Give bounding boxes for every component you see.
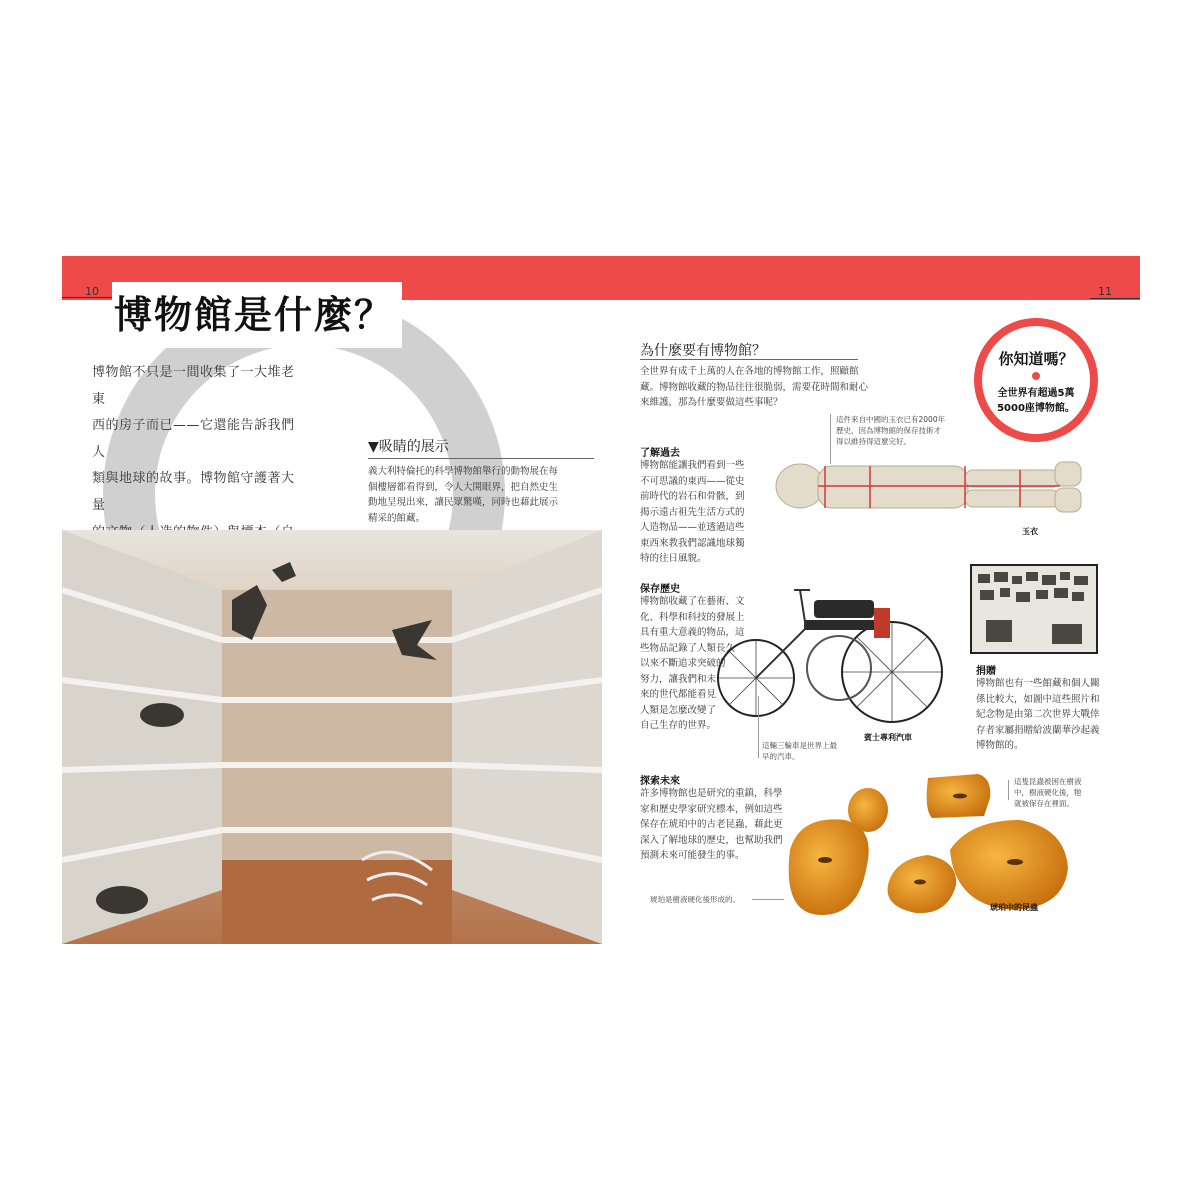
preserve-line: 博物館收藏了在藝術、文 <box>640 596 745 607</box>
benz-caption-line: 早的汽車。 <box>762 752 800 761</box>
title-rule-right <box>1090 298 1140 299</box>
dyk-line: 5000座博物館。 <box>997 403 1075 414</box>
page-title: 博物館是什麼？ <box>112 282 402 348</box>
donation-line: 係比較大，如圖中這些照片和 <box>976 693 1100 705</box>
intro-line: 類與地球的故事。博物館守護著大量 <box>92 471 295 513</box>
future-line: 保存在琥珀中的古老昆蟲，藉此更 <box>640 819 783 830</box>
donation-line: 紀念物是由第二次世界大戰倖 <box>976 709 1100 720</box>
past-line: 特的往日風貌。 <box>640 553 707 564</box>
amber-caption-right <box>1014 776 1124 809</box>
did-you-know-badge <box>974 318 1098 442</box>
benz-caption <box>762 740 872 762</box>
preserve-heading: 保存歷史 <box>640 584 680 595</box>
intro-line: 博物館不只是一間收集了一大堆老東 <box>92 365 295 407</box>
jade-caption-line: 歷史，因為博物館的保存技術才 <box>836 426 941 435</box>
jade-label: 玉衣 <box>1022 527 1038 536</box>
past-line: 人造物品——並透過這些 <box>640 522 745 533</box>
preserve-line: 些物品記錄了人類長久 <box>640 642 736 654</box>
why-heading: 為什麼要有博物館？ <box>640 343 766 359</box>
past-line: 前時代的岩石和骨骸，到 <box>640 491 745 502</box>
eye-catching-rule <box>368 458 594 459</box>
jade-suit-image <box>770 448 1090 526</box>
benz-car-image <box>714 580 946 740</box>
donation-photo <box>970 564 1098 654</box>
did-you-know-text <box>974 386 1098 416</box>
future-line: 家和歷史學家研究標本，例如這些 <box>640 803 783 815</box>
preserve-line: 人類是怎麼改變了 <box>640 704 717 716</box>
intro-line: 西的房子而已——它還能告訴我們人 <box>92 418 295 460</box>
past-text <box>640 458 770 567</box>
preserve-line: 化、科學和科技的發展上 <box>640 611 745 623</box>
past-heading: 了解過去 <box>640 448 680 459</box>
did-you-know-heading: 你知道嗎？ <box>998 350 1074 368</box>
past-line: 不可思議的東西——從史 <box>640 475 745 487</box>
amber-label: 琥珀中的昆蟲 <box>990 903 1038 912</box>
eye-catching-heading: ▼吸睛的展示 <box>368 439 449 455</box>
dyk-line: 全世界有超過5萬 <box>997 388 1075 399</box>
amber-leader-right <box>1008 780 1009 800</box>
future-text <box>640 786 800 864</box>
eye-line: 精采的館藏。 <box>368 512 426 524</box>
why-line: 全世界有成千上萬的人在各地的博物館工作，照顧館 <box>640 366 859 377</box>
benz-caption-line: 這輛三輪車是世界上最 <box>762 741 837 750</box>
benz-leader-line <box>758 696 759 758</box>
jade-caption-line: 得以維持得這麼完好。 <box>836 437 911 446</box>
amber-caption-left: 琥珀是樹液硬化後形成的。 <box>650 895 740 904</box>
donation-heading: 捐贈 <box>976 666 996 677</box>
bullet-dot-icon <box>1032 372 1040 380</box>
eye-catching-text <box>368 464 594 526</box>
eye-line: 個樓層都看得到，令人大開眼界，把自然史生 <box>368 481 559 493</box>
eye-line: 義大利特倫托的科學博物館舉行的動物展在每 <box>368 466 559 477</box>
future-line: 預測未來可能發生的事。 <box>640 850 745 861</box>
jade-caption <box>836 414 966 447</box>
preserve-line: 以來不斷追求突破的 <box>640 658 726 669</box>
preserve-line: 來的世代都能看見 <box>640 689 717 700</box>
why-line: 來維護，那為什麼要做這些事呢？ <box>640 397 783 408</box>
future-line: 深入了解地球的歷史，也幫助我們 <box>640 834 783 846</box>
amber-caption-line: 這隻昆蟲被困在樹液 <box>1014 777 1082 786</box>
donation-line: 博物館的。 <box>976 740 1024 751</box>
why-text <box>640 364 890 411</box>
donation-text <box>976 676 1106 754</box>
amber-caption-line: 中，樹液硬化後，牠 <box>1014 788 1082 797</box>
future-line: 許多博物館也是研究的重鎮，科學 <box>640 788 783 799</box>
past-line: 東西來教我們認識地球獨 <box>640 537 745 549</box>
preserve-line: 具有重大意義的物品，這 <box>640 627 745 638</box>
preserve-line: 自己生存的世界。 <box>640 720 717 731</box>
page-number-right: 11 <box>1098 285 1112 298</box>
donation-line: 存者家屬捐贈給波蘭華沙起義 <box>976 724 1100 736</box>
benz-label: 賓士專利汽車 <box>864 733 912 742</box>
jade-caption-line: 這件來自中國的玉衣已有2000年 <box>836 415 946 424</box>
page-number-left: 10 <box>85 285 99 298</box>
amber-leader-left <box>752 899 784 900</box>
past-line: 博物館能讓我們看到一些 <box>640 460 745 471</box>
why-line: 藏。博物館收藏的物品往往很脆弱，需要花時間和耐心 <box>640 381 869 393</box>
amber-caption-line: 就被保存在裡面。 <box>1014 799 1074 808</box>
future-heading: 探索未來 <box>640 776 680 787</box>
why-rule <box>640 359 858 360</box>
past-line: 揭示遠古祖先生活方式的 <box>640 506 745 518</box>
donation-line: 博物館也有一些館藏和個人關 <box>976 678 1100 689</box>
preserve-line: 努力，讓我們和未 <box>640 673 717 685</box>
eye-line: 動地呈現出來，讓民眾驚嘆，同時也藉此展示 <box>368 497 559 508</box>
museum-atrium-photo <box>62 530 602 944</box>
